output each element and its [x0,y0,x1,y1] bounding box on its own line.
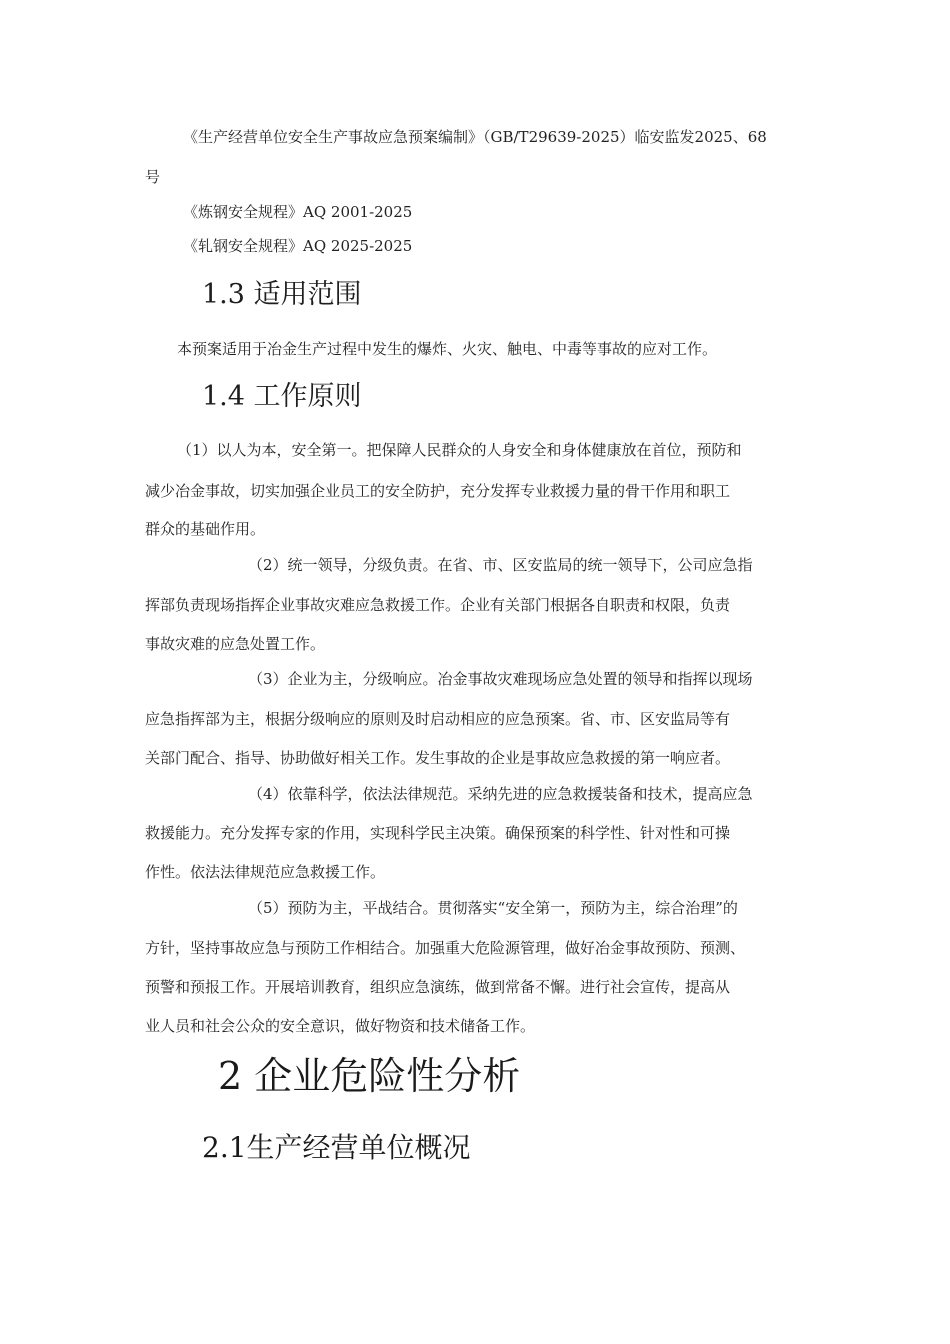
paragraph-line: 救援能力。充分发挥专家的作用，实现科学民主决策。确保预案的科学性、针对性和可操 [145,824,731,842]
paragraph-line: 群众的基础作用。 [145,520,266,538]
section-heading: 1.3 适用范围 [202,279,362,310]
paragraph-line: 关部门配合、指导、协助做好相关工作。发生事故的企业是事故应急救援的第一响应者。 [145,749,731,767]
chapter-heading: 2 企业危险性分析 [218,1054,521,1098]
reference-line-continuation: 号 [145,168,161,186]
paragraph-line: （5）预防为主，平战结合。贯彻落实“安全第一，预防为主，综合治理”的 [248,899,738,917]
paragraph-line: 事故灾难的应急处置工作。 [145,635,326,653]
reference-line: 《生产经营单位安全生产事故应急预案编制》（GB/T29639-2025）临安监发2025、68 [183,128,767,146]
paragraph-line: 方针，坚持事故应急与预防工作相结合。加强重大危险源管理，做好冶金事故预防、预测、 [145,939,746,957]
paragraph-line: 减少冶金事故，切实加强企业员工的安全防护，充分发挥专业救援力量的骨干作用和职工 [145,482,731,500]
paragraph-line: 预警和预报工作。开展培训教育，组织应急演练，做到常备不懈。进行社会宣传，提高从 [145,978,731,996]
paragraph-line: （4）依靠科学，依法法律规范。采纳先进的应急救援装备和技术，提高应急 [248,785,753,803]
reference-line: 《轧钢安全规程》AQ 2025-2025 [183,237,413,255]
paragraph-line: （3）企业为主，分级响应。冶金事故灾难现场应急处置的领导和指挥以现场 [248,670,753,688]
paragraph-line: （2）统一领导，分级负责。在省、市、区安监局的统一领导下，公司应急指 [248,556,753,574]
paragraph-line: （1）以人为本，安全第一。把保障人民群众的人身安全和身体健康放在首位，预防和 [177,441,742,459]
paragraph-line: 作性。依法法律规范应急救援工作。 [145,863,386,881]
reference-line: 《炼钢安全规程》AQ 2001-2025 [183,203,413,221]
section-heading: 2.1生产经营单位概况 [202,1131,471,1164]
paragraph: 本预案适用于冶金生产过程中发生的爆炸、火灾、触电、中毒等事故的应对工作。 [177,340,718,358]
paragraph-line: 应急指挥部为主，根据分级响应的原则及时启动相应的应急预案。省、市、区安监局等有 [145,710,731,728]
section-heading: 1.4 工作原则 [202,381,362,412]
paragraph-line: 挥部负责现场指挥企业事故灾难应急救援工作。企业有关部门根据各自职责和权限，负责 [145,596,731,614]
paragraph-line: 业人员和社会公众的安全意识，做好物资和技术储备工作。 [145,1017,536,1035]
